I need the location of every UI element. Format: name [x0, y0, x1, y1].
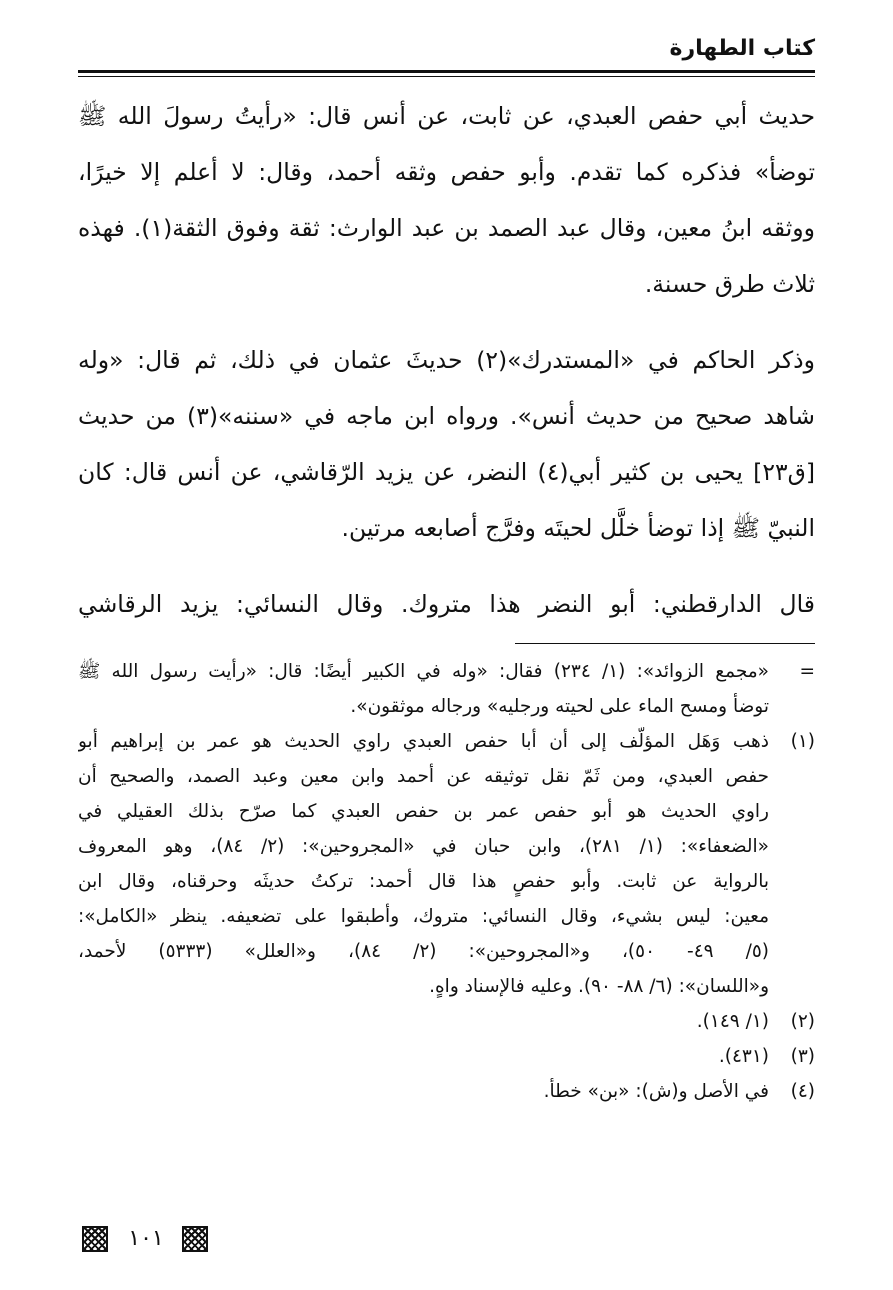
- footnote-line: (١/ ١٤٩).: [696, 1011, 769, 1032]
- header-rule-thick: [78, 70, 815, 73]
- paragraph: [78, 576, 815, 632]
- footnotes: [78, 654, 815, 1109]
- footnote-2: [78, 1004, 815, 1039]
- footnote-line: معين: ليس بشيء، وقال النسائي: متروك، وأطبقوا على تضعيفه. ينظر «الكامل»:: [78, 906, 769, 927]
- text-line: [ق٢٣] يحيى بن كثير أبي(٤) النضر، عن يزيد الرّقاشي، عن أنس قال: كان: [78, 458, 815, 486]
- footnote-line: ذهب وَهَل المؤلّف إلى أن أبا حفص العبدي راوي الحديث هو عمر بن إبراهيم أبو: [78, 731, 769, 752]
- footnote-line: في الأصل و(ش): «بن» خطأ.: [543, 1081, 769, 1102]
- footnote-number: (١): [790, 731, 815, 752]
- text-line: ثلاث طرق حسنة.: [644, 270, 815, 298]
- paragraph: [78, 88, 815, 312]
- footnote-line: «الضعفاء»: (١/ ٢٨١)، وابن حبان في «المجروحين»: (٢/ ٨٤)، وهو المعروف: [78, 836, 769, 857]
- footnote-line: بالرواية عن ثابت. وأبو حفصٍ هذا قال أحمد: تركتُ حديثَه وحرقناه، وقال ابن: [78, 871, 769, 892]
- footnote-line: حفص العبدي، ومن ثَمّ نقل توثيقه عن أحمد وابن معين وعبد الصمد، والصحيح أن: [78, 766, 769, 787]
- footnote-3: [78, 1039, 815, 1074]
- footnote-line: (٥/ ٤٩- ٥٠)، و«المجروحين»: (٢/ ٨٤)، و«العلل» (٥٣٣٣) لأحمد،: [78, 941, 769, 962]
- main-text: [78, 88, 815, 632]
- footnote-number: (٢): [790, 1011, 815, 1032]
- text-line: قال الدارقطني: أبو النضر هذا متروك. وقال النسائي: يزيد الرقاشي: [78, 590, 815, 618]
- footnote-marker: =: [799, 661, 815, 682]
- text-line: شاهد صحيح من حديث أنس». ورواه ابن ماجه في «سننه»(٣) من حديث: [78, 402, 815, 430]
- text-line: ووثقه ابنُ معين، وقال عبد الصمد بن عبد الوارث: ثقة وفوق الثقة(١). فهذه: [78, 214, 815, 242]
- footnote-line: «مجمع الزوائد»: (١/ ٢٣٤) فقال: «وله في الكبير أيضًا: قال: «رأيت رسول الله ﷺ: [78, 661, 769, 682]
- header-rule-thin: [78, 76, 815, 77]
- footnote-number: (٤): [790, 1081, 815, 1102]
- footnote-number: (٣): [790, 1046, 815, 1067]
- footnote-separator: [515, 643, 815, 644]
- text-line: النبيّ ﷺ إذا توضأ خلَّل لحيتَه وفرَّج أصابعه مرتين.: [341, 514, 815, 542]
- footnote-line: (٤٣١).: [718, 1046, 769, 1067]
- text-line: وذكر الحاكم في «المستدرك»(٢) حديثَ عثمان في ذلك، ثم قال: «وله: [78, 346, 815, 374]
- page-footer: [82, 1220, 242, 1260]
- running-header-title: كتاب الطهارة: [669, 36, 815, 61]
- text-line: حديث أبي حفص العبدي، عن ثابت، عن أنس قال: «رأيتُ رسولَ الله ﷺ: [78, 102, 815, 130]
- footnote-line: و«اللسان»: (٦/ ٨٨- ٩٠). وعليه فالإسناد واهٍ.: [429, 976, 769, 997]
- text-line: توضأ» فذكره كما تقدم. وأبو حفص وثقه أحمد، وقال: لا أعلم إلا خيرًا،: [78, 158, 815, 186]
- ornament-icon: [182, 1226, 208, 1252]
- paragraph: [78, 332, 815, 556]
- footnote-continued: [78, 654, 815, 724]
- page-number: ١٠١: [128, 1226, 164, 1251]
- ornament-icon: [82, 1226, 108, 1252]
- footnote-1: [78, 724, 815, 1004]
- footnote-line: توضأ ومسح الماء على لحيته ورجليه» ورجاله موثقون».: [350, 696, 769, 717]
- footnote-line: راوي الحديث هو أبو حفص عمر بن حفص العبدي كما صرّح بذلك العقيلي في: [78, 801, 769, 822]
- footnote-4: [78, 1074, 815, 1109]
